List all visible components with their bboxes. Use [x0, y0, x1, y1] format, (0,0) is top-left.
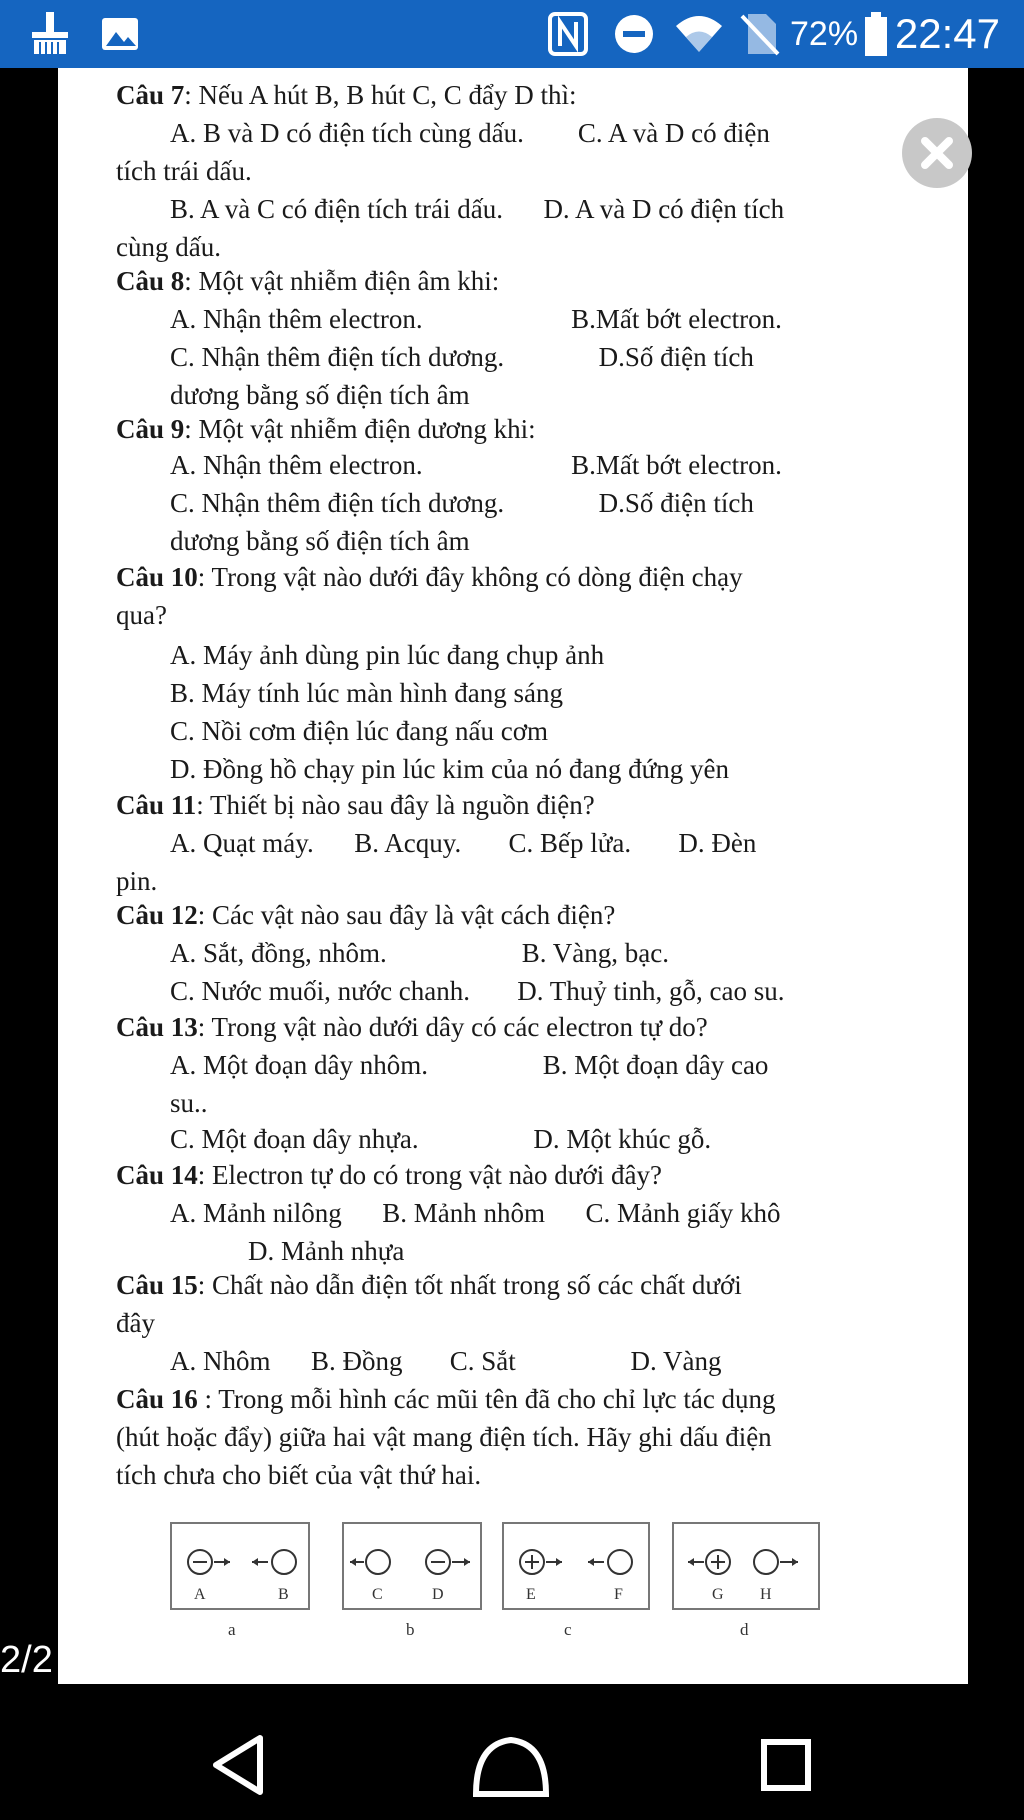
line-text: : Thiết bị nào sau đây là nguồn điện?: [196, 790, 595, 820]
line-text: C. Nồi cơm điện lúc đang nấu cơm: [170, 716, 548, 746]
document-line: [170, 1196, 780, 1230]
label-g: G: [712, 1586, 724, 1603]
document-line: [116, 1010, 708, 1044]
document-line: [116, 1158, 662, 1192]
label-e: E: [526, 1586, 536, 1603]
line-text: A. Nhận thêm electron. B.Mất bớt electron.: [170, 304, 782, 334]
line-text: A. Sắt, đồng, nhôm. B. Vàng, bạc.: [170, 938, 669, 968]
line-text: C. Nhận thêm điện tích dương. D.Số điện tích: [170, 342, 754, 372]
no-sim-icon: [738, 10, 782, 58]
do-not-disturb-icon: [612, 10, 656, 58]
document-line: [170, 638, 604, 672]
document-line: [248, 1234, 404, 1268]
line-text: qua?: [116, 600, 167, 630]
document-line: [170, 1048, 768, 1082]
question-number: Câu 13: [116, 1012, 198, 1042]
label-a: A: [194, 1586, 206, 1603]
question-number: Câu 14: [116, 1160, 198, 1190]
document-line: [170, 752, 729, 786]
document-line: [170, 448, 782, 482]
line-text: (hút hoặc đẩy) giữa hai vật mang điện tích. Hãy ghi dấu điện: [116, 1422, 772, 1452]
document-line: [116, 1458, 481, 1492]
document-line: [116, 598, 167, 632]
document-line: [170, 302, 782, 336]
question-number: Câu 7: [116, 80, 185, 110]
document-line: [170, 714, 548, 748]
line-text: A. Mảnh nilông B. Mảnh nhôm C. Mảnh giấy khô: [170, 1198, 781, 1228]
caption-a: a: [228, 1620, 236, 1639]
line-text: dương bằng số điện tích âm: [170, 526, 470, 556]
line-text: : Các vật nào sau đây là vật cách điện?: [197, 900, 616, 930]
document-text: [58, 68, 968, 1684]
back-icon: [198, 1730, 288, 1800]
document-line: [170, 340, 754, 374]
document-line: [170, 378, 470, 412]
line-text: A. Quạt máy. B. Acquy. C. Bếp lửa. D. Đèn: [170, 828, 757, 858]
line-text: pin.: [116, 866, 158, 896]
document-line: [170, 1344, 722, 1378]
battery-icon: [864, 10, 888, 58]
back-button[interactable]: [198, 1730, 288, 1800]
line-text: D. Mảnh nhựa: [248, 1236, 405, 1266]
document-line: [116, 560, 743, 594]
line-text: tích chưa cho biết của vật thứ hai.: [116, 1460, 482, 1490]
label-b: B: [278, 1586, 289, 1603]
line-text: : Trong mỗi hình các mũi tên đã cho chỉ lực tác dụng: [197, 1384, 776, 1414]
nfc-icon: [546, 10, 590, 58]
document-line: [170, 936, 669, 970]
question-number: Câu 10: [116, 562, 198, 592]
figure-panel-a: [170, 1522, 310, 1610]
document-line: [170, 192, 784, 226]
battery-percentage: 72%: [790, 15, 859, 53]
panel-d-drawing: [674, 1524, 822, 1612]
line-text: A. Máy ảnh dùng pin lúc đang chụp ảnh: [170, 640, 605, 670]
line-text: C. Nhận thêm điện tích dương. D.Số điện tích: [170, 488, 754, 518]
line-text: : Nếu A hút B, B hút C, C đẩy D thì:: [184, 80, 577, 110]
document-line: [170, 826, 756, 860]
line-text: A. B và D có điện tích cùng dấu. C. A và D có điện: [170, 118, 770, 148]
line-text: : Một vật nhiễm điện âm khi:: [184, 266, 500, 296]
document-line: [170, 974, 785, 1008]
document-line: [116, 1306, 155, 1340]
recents-icon: [740, 1730, 830, 1800]
line-text: : Trong vật nào dưới dây có các electron tự do?: [197, 1012, 708, 1042]
line-text: B. Máy tính lúc màn hình đang sáng: [170, 678, 563, 708]
line-text: B. A và C có điện tích trái dấu. D. A và D có điện tích: [170, 194, 785, 224]
line-text: su..: [170, 1088, 208, 1118]
recents-button[interactable]: [740, 1730, 830, 1800]
figure-panel-c: [502, 1522, 650, 1610]
question-number: Câu 8: [116, 266, 185, 296]
wifi-icon: [674, 10, 724, 58]
navigation-bar: [0, 1700, 1024, 1820]
line-text: C. Nước muối, nước chanh. D. Thuỷ tinh, gỗ, cao su.: [170, 976, 785, 1006]
figure-panel-d: [672, 1522, 820, 1610]
document-line: [116, 864, 157, 898]
document-line: [116, 1382, 776, 1416]
line-text: dương bằng số điện tích âm: [170, 380, 470, 410]
line-text: A. Một đoạn dây nhôm. B. Một đoạn dây cao: [170, 1050, 769, 1080]
document-line: [170, 1086, 208, 1120]
line-text: : Electron tự do có trong vật nào dưới đây?: [197, 1160, 662, 1190]
document-line: [116, 1268, 742, 1302]
document-line: [116, 230, 221, 264]
panel-a-drawing: [172, 1524, 312, 1612]
document-line: [170, 1122, 711, 1156]
caption-c: c: [564, 1620, 572, 1639]
label-h: H: [760, 1586, 772, 1603]
close-button[interactable]: [902, 118, 972, 188]
line-text: đây: [116, 1308, 155, 1338]
document-line: [116, 1420, 772, 1454]
document-line: [170, 524, 470, 558]
line-text: A. Nhôm B. Đồng C. Sắt D. Vàng: [170, 1346, 722, 1376]
page-indicator: 2/2: [0, 1639, 53, 1681]
line-text: C. Một đoạn dây nhựa. D. Một khúc gỗ.: [170, 1124, 712, 1154]
line-text: cùng dấu.: [116, 232, 221, 262]
document-line: [116, 264, 499, 298]
question-number: Câu 16: [116, 1384, 198, 1414]
home-icon: [466, 1730, 556, 1800]
label-d: D: [432, 1586, 444, 1603]
document-line: [116, 898, 615, 932]
document-line: [116, 412, 536, 446]
figure-panel-b: [342, 1522, 482, 1610]
question-number: Câu 9: [116, 414, 185, 444]
label-f: F: [614, 1586, 623, 1603]
line-text: tích trái dấu.: [116, 156, 252, 186]
document-line: [170, 116, 770, 150]
image-icon: [98, 10, 142, 58]
panel-b-drawing: [344, 1524, 484, 1612]
document-line: [116, 78, 577, 112]
close-icon: [902, 118, 972, 188]
question-number: Câu 11: [116, 790, 197, 820]
line-text: : Một vật nhiễm điện dương khi:: [184, 414, 536, 444]
line-text: A. Nhận thêm electron. B.Mất bớt electron.: [170, 450, 782, 480]
status-bar: [0, 0, 1024, 68]
label-c: C: [372, 1586, 383, 1603]
home-button[interactable]: [466, 1730, 556, 1800]
caption-d: d: [740, 1620, 749, 1639]
line-text: D. Đồng hồ chạy pin lúc kim của nó đang đứng yên: [170, 754, 730, 784]
document-line: [170, 486, 754, 520]
line-text: : Trong vật nào dưới đây không có dòng điện chạy: [197, 562, 743, 592]
line-text: : Chất nào dẫn điện tốt nhất trong số các chất dưới: [197, 1270, 742, 1300]
document-line: [170, 676, 563, 710]
document-line: [116, 154, 252, 188]
question-number: Câu 12: [116, 900, 198, 930]
cleaner-broom-icon: [28, 10, 72, 58]
caption-b: b: [406, 1620, 415, 1639]
question-number: Câu 15: [116, 1270, 198, 1300]
document-page: [58, 68, 968, 1684]
document-line: [116, 788, 595, 822]
clock: 22:47: [894, 10, 1000, 57]
